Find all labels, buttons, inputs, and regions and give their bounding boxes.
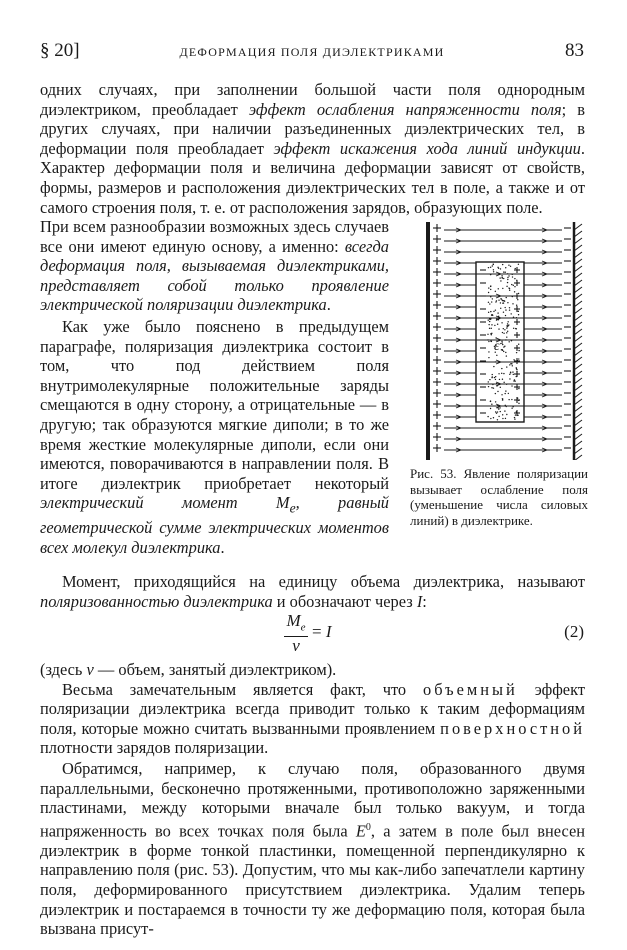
dot xyxy=(514,418,515,419)
dot xyxy=(502,379,503,380)
dot xyxy=(499,407,500,408)
dot xyxy=(506,327,507,328)
dot xyxy=(506,297,507,298)
dot xyxy=(500,280,501,281)
dot xyxy=(490,418,491,419)
dot xyxy=(487,416,488,417)
dot xyxy=(492,374,493,375)
dot xyxy=(498,288,499,289)
equation-number: (2) xyxy=(564,622,584,641)
dot xyxy=(503,346,504,347)
dot xyxy=(492,298,493,299)
dot xyxy=(492,376,493,377)
dot xyxy=(488,287,489,288)
dot xyxy=(507,321,508,322)
caption-text: Явление поляризации вызывает ослабление поля (уменьшение числа силовых линий) в диэлектрике. xyxy=(410,466,588,528)
dot xyxy=(502,303,503,304)
dot xyxy=(507,277,508,278)
running-header xyxy=(40,40,584,64)
dot xyxy=(513,374,514,375)
dot xyxy=(503,382,504,383)
dot xyxy=(518,388,519,389)
dot xyxy=(489,379,490,380)
dot xyxy=(490,408,491,409)
dot xyxy=(508,265,509,266)
dot xyxy=(506,332,507,333)
dot xyxy=(488,312,489,313)
dot xyxy=(493,311,494,312)
paragraph-6: Весьма замечательным является факт, что объемный эффект поляризации диэлектрика всегда приводит только к таким деформациям поля, которые можно считать вызванными проявлением поверхностной плотности зарядов поляризации. xyxy=(40,679,585,758)
page-number: 83 xyxy=(565,40,584,61)
dot xyxy=(496,413,497,414)
dot xyxy=(514,291,515,292)
dot xyxy=(495,379,496,380)
dot xyxy=(505,272,506,273)
dot xyxy=(503,328,504,329)
dot xyxy=(488,292,489,293)
dot xyxy=(488,267,489,268)
fraction: $\frac{M_e}{v}$ xyxy=(284,612,308,655)
dot xyxy=(490,340,491,341)
dot xyxy=(489,321,490,322)
dot xyxy=(502,264,503,265)
running-title: ДЕФОРМАЦИЯ ПОЛЯ ДИЭЛЕКТРИКАМИ xyxy=(179,45,445,59)
dot xyxy=(498,268,499,269)
dot xyxy=(502,398,503,399)
dot xyxy=(501,322,502,323)
dot xyxy=(509,378,510,379)
dot xyxy=(503,311,504,312)
dot xyxy=(512,303,513,304)
dot xyxy=(491,328,492,329)
dot xyxy=(491,404,492,405)
dot xyxy=(516,352,517,353)
dot xyxy=(500,302,501,303)
dot xyxy=(490,289,491,290)
dot xyxy=(513,328,514,329)
dot xyxy=(508,275,509,276)
dot xyxy=(490,311,491,312)
dot xyxy=(518,403,519,404)
dot xyxy=(489,328,490,329)
dot xyxy=(490,318,491,319)
dot xyxy=(516,367,517,368)
dot xyxy=(501,341,502,342)
dot xyxy=(503,271,504,272)
dot xyxy=(518,350,519,351)
figure-caption xyxy=(410,466,588,528)
dot xyxy=(495,376,496,377)
dot xyxy=(502,414,503,415)
dot xyxy=(514,417,515,418)
dot xyxy=(514,380,515,381)
dot xyxy=(509,307,510,308)
dot xyxy=(497,411,498,412)
dot xyxy=(517,299,518,300)
dot xyxy=(491,314,492,315)
dot xyxy=(495,309,496,310)
dot xyxy=(495,291,496,292)
dot xyxy=(488,302,489,303)
dot xyxy=(509,374,510,375)
dot xyxy=(514,286,515,287)
dot xyxy=(498,373,499,374)
dot xyxy=(493,387,494,388)
dot xyxy=(493,264,494,265)
dot xyxy=(504,329,505,330)
dot xyxy=(496,355,497,356)
dot xyxy=(500,308,501,309)
dot xyxy=(501,275,502,276)
dot xyxy=(517,415,518,416)
left-plate xyxy=(426,222,430,460)
dot xyxy=(490,286,491,287)
dot xyxy=(501,277,502,278)
dot xyxy=(504,307,505,308)
dot xyxy=(508,341,509,342)
dot xyxy=(518,358,519,359)
dot xyxy=(490,267,491,268)
dot xyxy=(493,417,494,418)
dot xyxy=(510,313,511,314)
dot xyxy=(498,416,499,417)
dot xyxy=(500,387,501,388)
epsilon-label: ε xyxy=(494,339,500,354)
dot xyxy=(504,301,505,302)
dot xyxy=(493,269,494,270)
dot xyxy=(515,414,516,415)
dot xyxy=(507,331,508,332)
dot xyxy=(505,315,506,316)
plus-charges xyxy=(433,224,441,452)
dot xyxy=(501,298,502,299)
text-after-formula xyxy=(40,660,585,939)
dot xyxy=(513,380,514,381)
dot xyxy=(497,324,498,325)
dot xyxy=(515,268,516,269)
figure-53 xyxy=(424,222,584,460)
dot xyxy=(494,377,495,378)
dot xyxy=(511,408,512,409)
paragraph-2-body: При всем разнообразии возможных здесь случаев все они имеют единую основу, а именно: всегда деформация поля, вызываемая диэлектриками, представляет собой только проявление электрической поляризации диэлектрика. xyxy=(40,217,389,315)
caption-label: Рис. 53. xyxy=(410,466,457,481)
section-number: § 20] xyxy=(40,40,80,61)
dot xyxy=(490,333,491,334)
dot xyxy=(495,401,496,402)
dot xyxy=(503,333,504,334)
dot xyxy=(512,371,513,372)
left-column-text xyxy=(40,217,389,557)
dot xyxy=(516,305,517,306)
dot xyxy=(505,418,506,419)
dot xyxy=(488,341,489,342)
dot xyxy=(489,303,490,304)
minus-charges xyxy=(564,228,571,448)
dot xyxy=(504,410,505,411)
dot xyxy=(509,309,510,310)
dot xyxy=(488,357,489,358)
paragraph-3: Как уже было пояснено в предыдущем параграфе, поляризация диэлектрика состоит в том, что под действием поля внутримолекулярные положительные заряды смещаются в одну сторону, а отрицательные — в другую; так образуются мягкие диполи; в то же время жесткие молекулярные диполи, если они имеются, поворачиваются в направлении поля. В итоге диэлектрик приобретает некоторый электрический момент $M_e$, равный геометрической сумме электрических моментов всех молекул диэлектрика. xyxy=(40,316,389,557)
dot xyxy=(501,373,502,374)
dot xyxy=(491,301,492,302)
equation-2: $\frac{M_e}{v}$ = I (2) xyxy=(0,612,627,652)
dot xyxy=(488,386,489,387)
dot xyxy=(508,287,509,288)
dot xyxy=(510,266,511,267)
dot xyxy=(510,363,511,364)
dot xyxy=(490,401,491,402)
dot xyxy=(502,332,503,333)
dot xyxy=(499,379,500,380)
dot xyxy=(506,366,507,367)
dot xyxy=(508,399,509,400)
dot xyxy=(518,293,519,294)
dot xyxy=(508,325,509,326)
dot xyxy=(497,312,498,313)
dot xyxy=(512,365,513,366)
dot xyxy=(505,267,506,268)
paragraph-5: (здесь v — объем, занятый диэлектриком). xyxy=(40,660,337,679)
dot xyxy=(503,278,504,279)
paragraph-7: Обратимся, например, к случаю поля, образованного двумя параллельными, бесконечно протяженными, противоположно заряженными пластинами, между которыми вначале был только вакуум, и тогда напряженность во всех точках поля была $E^0$, а затем в поле был внесен диэлектрик в форме тонкой пластинки, помещенной перпендикулярно к направлению поля (рис. 53). Допустим, что мы как-либо запечатлели картину поля, деформированного присутствием диэлектрика. Удалим теперь диэлектрик и постараемся в точности ту же деформацию поля, которая была вызвана присут- xyxy=(40,758,585,939)
dot xyxy=(488,319,489,320)
dot xyxy=(500,411,501,412)
dot xyxy=(498,408,499,409)
dot xyxy=(502,418,503,419)
dot xyxy=(491,324,492,325)
dot xyxy=(513,285,514,286)
dot xyxy=(495,301,496,302)
dot xyxy=(507,302,508,303)
dot xyxy=(518,314,519,315)
dot xyxy=(488,381,489,382)
dot xyxy=(507,282,508,283)
dot xyxy=(502,300,503,301)
paragraph-1: одних случаях, при заполнении большой части поля однородным диэлектриком, преобладает эффект ослабления напряженности поля; в других случаях, при наличии разъединенных диэлектрических тел, в деформации поля преобладает эффект искажения хода линий индукции. Характер деформации поля и величина деформации зависят от свойств, формы, размеров и расположения диэлектрических тел в поле, а также и от самого строения поля, т. е. от расположения зарядов, образующих поле. xyxy=(40,80,585,217)
dot xyxy=(507,323,508,324)
dot xyxy=(488,324,489,325)
dot xyxy=(500,268,501,269)
dot xyxy=(488,351,489,352)
dot xyxy=(505,390,506,391)
dot xyxy=(510,371,511,372)
dot xyxy=(512,276,513,277)
dot xyxy=(518,264,519,265)
dot xyxy=(497,419,498,420)
dot xyxy=(506,355,507,356)
dot xyxy=(499,277,500,278)
dot xyxy=(507,279,508,280)
dot xyxy=(506,286,507,287)
dot xyxy=(495,393,496,394)
paragraph-4: Момент, приходящийся на единицу объема диэлектрика, называют поляризованностью диэлектрика и обозначают через I: xyxy=(40,572,585,611)
dot xyxy=(498,299,499,300)
dot xyxy=(505,309,506,310)
dot xyxy=(514,278,515,279)
dot xyxy=(518,344,519,345)
dot xyxy=(503,373,504,374)
dot xyxy=(501,349,502,350)
dot xyxy=(498,328,499,329)
dot xyxy=(493,366,494,367)
dot xyxy=(497,391,498,392)
dot xyxy=(506,336,507,337)
dot xyxy=(515,328,516,329)
dot xyxy=(491,387,492,388)
dot xyxy=(502,344,503,345)
dot xyxy=(502,288,503,289)
dot xyxy=(505,352,506,353)
dot xyxy=(511,385,512,386)
dot xyxy=(501,342,502,343)
dot xyxy=(494,325,495,326)
dot xyxy=(503,351,504,352)
dot xyxy=(509,290,510,291)
dot xyxy=(495,411,496,412)
dot xyxy=(513,359,514,360)
dot xyxy=(518,311,519,312)
dot xyxy=(493,271,494,272)
dot xyxy=(492,265,493,266)
dot xyxy=(511,399,512,400)
dot xyxy=(506,414,507,415)
dot xyxy=(501,394,502,395)
dot xyxy=(487,334,488,335)
dot xyxy=(504,393,505,394)
dot xyxy=(509,364,510,365)
dot xyxy=(500,343,501,344)
dot xyxy=(501,368,502,369)
dot xyxy=(508,393,509,394)
dot xyxy=(511,284,512,285)
